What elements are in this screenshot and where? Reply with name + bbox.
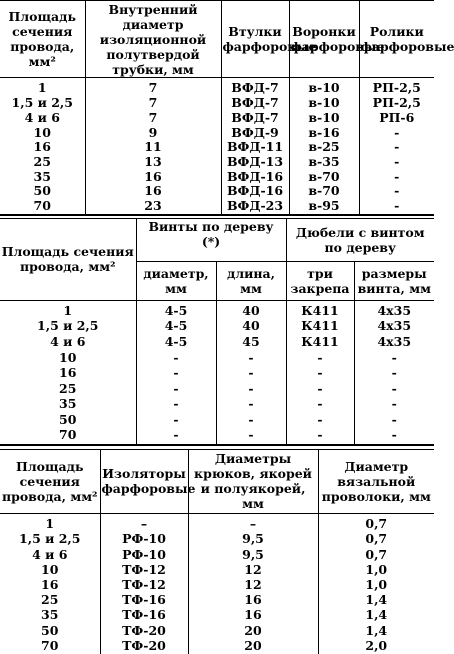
table-cell: 7	[85, 78, 221, 96]
table-cell: -	[216, 428, 286, 445]
header-cell: Диаметры крюков, якорей и полуякорей, мм	[188, 450, 318, 514]
table-cell: -	[216, 366, 286, 382]
table-row	[0, 563, 434, 578]
table-cell: в-70	[289, 184, 359, 199]
table-cell: 13	[85, 155, 221, 170]
table-row	[0, 184, 434, 199]
table-cell: 4 и 6	[0, 111, 85, 126]
table-cell: -	[359, 184, 434, 199]
table-cell: 0,7	[318, 513, 434, 532]
table-cell: 1,4	[318, 593, 434, 608]
table-cell: 20	[188, 624, 318, 639]
table-cell: 1,0	[318, 578, 434, 593]
table-row	[0, 155, 434, 170]
table-cell: 20	[188, 639, 318, 654]
header-cell: Втулки фарфоровые	[221, 1, 289, 78]
table-cell: -	[286, 366, 354, 382]
table-cell: 45	[216, 335, 286, 351]
table-cell: РФ-10	[100, 532, 188, 547]
table-row	[0, 140, 434, 155]
table-row	[0, 513, 434, 532]
table-cell: –	[100, 513, 188, 532]
table-cell: 35	[0, 608, 100, 623]
table-cell: 16	[188, 593, 318, 608]
table-cell: 2,0	[318, 639, 434, 654]
header-cell: Изоляторы фарфоровые	[100, 450, 188, 514]
table-row	[0, 126, 434, 141]
table-cell: РП-2,5	[359, 96, 434, 111]
table-row	[0, 548, 434, 563]
table-cell: 40	[216, 300, 286, 319]
table-cell: ВФД-7	[221, 78, 289, 96]
table-cell: -	[136, 397, 216, 413]
table-cell: -	[354, 428, 434, 445]
table-cell: 23	[85, 199, 221, 215]
table-cell: 1,5 и 2,5	[0, 532, 100, 547]
table-cell: 7	[85, 96, 221, 111]
table-cell: ВФД-23	[221, 199, 289, 215]
table-cell: К411	[286, 319, 354, 335]
table-cell: -	[216, 397, 286, 413]
table-row	[0, 639, 434, 654]
table-row	[0, 78, 434, 96]
header-cell: три закрепа	[286, 261, 354, 300]
table-cell: 0,7	[318, 548, 434, 563]
table-cell: 1,0	[318, 563, 434, 578]
header-cell: Площадь сечения провода, мм²	[0, 219, 136, 301]
table-cell: в-10	[289, 111, 359, 126]
table-cell: 1,4	[318, 608, 434, 623]
table-cell: 70	[0, 199, 85, 215]
table-cell: -	[286, 382, 354, 398]
table-cell: -	[359, 140, 434, 155]
table-row	[0, 428, 434, 445]
table-cell: 10	[0, 126, 85, 141]
table-cell: 25	[0, 593, 100, 608]
table-cell: ВФД-7	[221, 111, 289, 126]
table-cell: ТФ-20	[100, 639, 188, 654]
table-cell: 4-5	[136, 319, 216, 335]
header-cell: Винты по дереву (*)	[136, 219, 286, 262]
table-cell: 16	[85, 184, 221, 199]
table-cell: ВФД-16	[221, 184, 289, 199]
header-cell: Диаметр вязальной проволоки, мм	[318, 450, 434, 514]
table-cell: 1	[0, 78, 85, 96]
header-cell: размеры винта, мм	[354, 261, 434, 300]
table-cell: 50	[0, 184, 85, 199]
table-cell: -	[359, 170, 434, 185]
table-row	[0, 170, 434, 185]
table-cell: 50	[0, 413, 136, 429]
table-cell: 35	[0, 397, 136, 413]
table-cell: в-25	[289, 140, 359, 155]
table-cell: -	[136, 351, 216, 367]
table-cell: РП-2,5	[359, 78, 434, 96]
table-cell: -	[216, 382, 286, 398]
table-row	[0, 593, 434, 608]
header-cell: Воронки фарфоровые	[289, 1, 359, 78]
table-row	[0, 624, 434, 639]
table-row	[0, 199, 434, 215]
table-cell: 4 и 6	[0, 335, 136, 351]
table-cell: ТФ-16	[100, 593, 188, 608]
table-wire-accessories	[0, 0, 454, 216]
table-cell: в-10	[289, 78, 359, 96]
table-row	[0, 366, 434, 382]
table-cell: в-35	[289, 155, 359, 170]
table-cell: -	[354, 382, 434, 398]
table-cell: 9	[85, 126, 221, 141]
table-cell: 7	[85, 111, 221, 126]
table-cell: 1,5 и 2,5	[0, 96, 85, 111]
table-cell: 9,5	[188, 532, 318, 547]
table-cell: 25	[0, 155, 85, 170]
table-cell: ТФ-12	[100, 578, 188, 593]
table-row	[0, 608, 434, 623]
table-cell: в-10	[289, 96, 359, 111]
table-cell: 50	[0, 624, 100, 639]
table-cell: ВФД-9	[221, 126, 289, 141]
table-cell: 0,7	[318, 532, 434, 547]
table-cell: в-95	[289, 199, 359, 215]
table-cell: ВФД-7	[221, 96, 289, 111]
table-cell: ВФД-11	[221, 140, 289, 155]
table-cell: -	[359, 155, 434, 170]
table-cell: 16	[0, 578, 100, 593]
table-cell: -	[354, 413, 434, 429]
header-cell: Площадь сечения провода, мм²	[0, 450, 100, 514]
header-cell: Внутренний диаметр изоляционной полутвердой трубки, мм	[85, 1, 221, 78]
table-cell: -	[286, 428, 354, 445]
table-cell: 70	[0, 639, 100, 654]
table-cell: в-70	[289, 170, 359, 185]
table-cell: -	[136, 413, 216, 429]
table-row	[0, 413, 434, 429]
table-cell: 10	[0, 351, 136, 367]
table-cell: 25	[0, 382, 136, 398]
table-cell: -	[359, 199, 434, 215]
table-cell: ТФ-12	[100, 563, 188, 578]
table-header-row	[0, 219, 434, 262]
table-cell: ВФД-13	[221, 155, 289, 170]
table-cell: 4 и 6	[0, 548, 100, 563]
table-cell: К411	[286, 335, 354, 351]
table-cell: 11	[85, 140, 221, 155]
table-cell: 16	[188, 608, 318, 623]
table-cell: -	[216, 413, 286, 429]
table-cell: 1,4	[318, 624, 434, 639]
table-cell: -	[136, 428, 216, 445]
table-cell: -	[136, 382, 216, 398]
table-cell: -	[286, 397, 354, 413]
table-cell: 1	[0, 300, 136, 319]
table-cell: 70	[0, 428, 136, 445]
table-cell: 12	[188, 578, 318, 593]
table-cell: 40	[216, 319, 286, 335]
table-cell: 4-5	[136, 335, 216, 351]
table-cell: ВФД-16	[221, 170, 289, 185]
table-cell: РФ-10	[100, 548, 188, 563]
header-cell: Ролики фарфоровые	[359, 1, 434, 78]
table-insulators	[0, 449, 434, 654]
table-cell: 1	[0, 513, 100, 532]
table-cell: -	[354, 366, 434, 382]
table-cell: 12	[188, 563, 318, 578]
table-cell: 4-5	[136, 300, 216, 319]
table-cell: 35	[0, 170, 85, 185]
table-row	[0, 300, 434, 319]
header-cell: длина, мм	[216, 261, 286, 300]
table-cell: 10	[0, 563, 100, 578]
table-cell: -	[354, 397, 434, 413]
table-cell: ТФ-20	[100, 624, 188, 639]
header-cell: Дюбели с винтом по дереву	[286, 219, 434, 262]
table-cell: -	[354, 351, 434, 367]
table-header-row	[0, 1, 434, 78]
table-cell: 16	[85, 170, 221, 185]
table-row	[0, 335, 434, 351]
table-cell: ТФ-16	[100, 608, 188, 623]
table-cell: -	[136, 366, 216, 382]
table-row	[0, 319, 434, 335]
table-row	[0, 96, 434, 111]
table-cell: 16	[0, 366, 136, 382]
table-cell: 4х35	[354, 335, 434, 351]
table-cell: 1,5 и 2,5	[0, 319, 136, 335]
table-cell: -	[216, 351, 286, 367]
table-row	[0, 578, 434, 593]
table-cell: -	[359, 126, 434, 141]
table-cell: 4х35	[354, 300, 434, 319]
table-cell: –	[188, 513, 318, 532]
table-cell: 4х35	[354, 319, 434, 335]
table-row	[0, 111, 434, 126]
table-cell: -	[286, 351, 354, 367]
table-cell: 9,5	[188, 548, 318, 563]
table-row	[0, 397, 434, 413]
table-row	[0, 351, 434, 367]
header-cell: диаметр, мм	[136, 261, 216, 300]
table-cell: РП-6	[359, 111, 434, 126]
table-cell: 16	[0, 140, 85, 155]
table-row	[0, 382, 434, 398]
table-cell: в-16	[289, 126, 359, 141]
table-header-row	[0, 450, 434, 514]
table-screws-dowels	[0, 218, 434, 446]
table-cell: К411	[286, 300, 354, 319]
header-cell: Площадь сечения провода, мм²	[0, 1, 85, 78]
table-row	[0, 532, 434, 547]
table-cell: -	[286, 413, 354, 429]
